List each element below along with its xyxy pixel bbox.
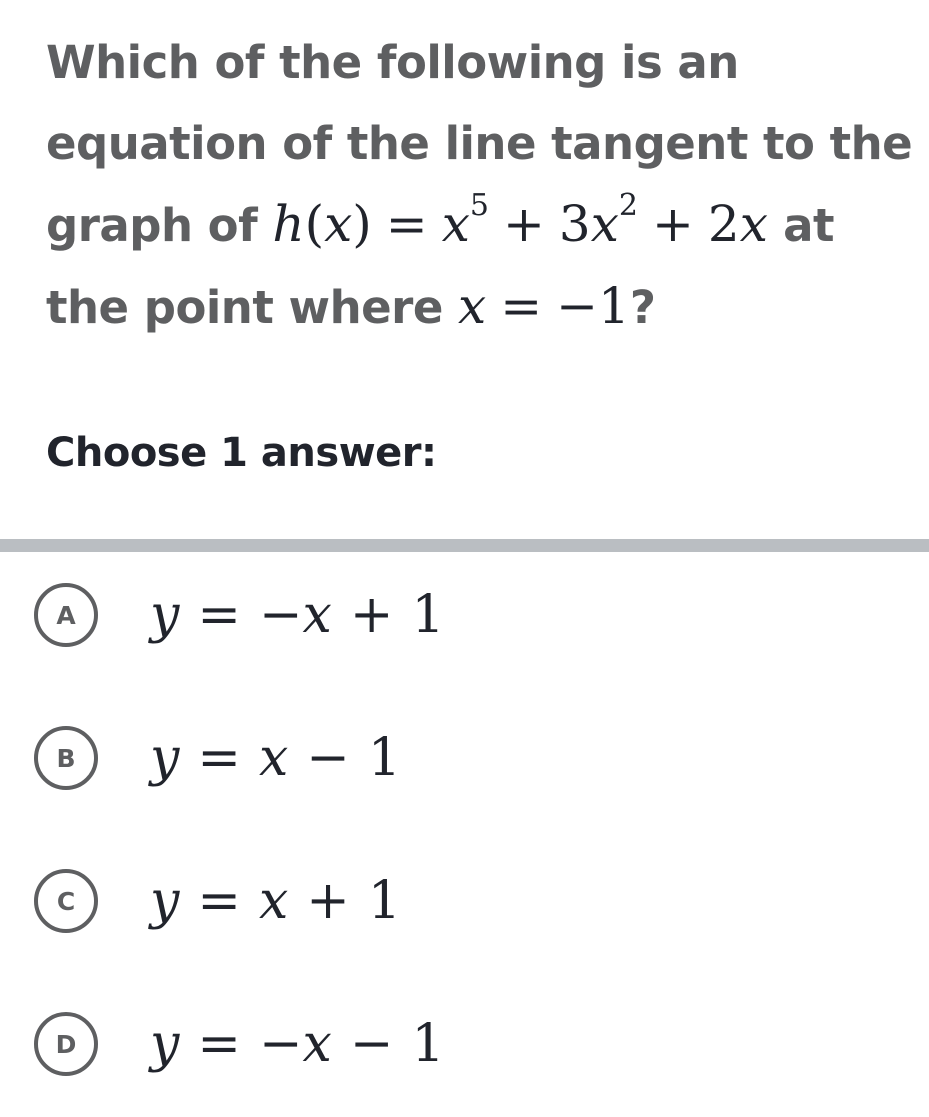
choice-c-equation[interactable]: y = x + 1 bbox=[150, 871, 401, 931]
choice-d-equation[interactable]: y = −x − 1 bbox=[150, 1014, 445, 1074]
choose-prompt: Choose 1 answer: bbox=[46, 430, 437, 476]
question-line-2: equation of the line tangent to the bbox=[46, 117, 913, 170]
choice-a-letter-circle[interactable]: A bbox=[34, 583, 98, 647]
choice-b-equation[interactable]: y = x − 1 bbox=[150, 728, 401, 788]
choice-b[interactable] bbox=[34, 708, 894, 808]
question-line-3-prefix: graph of bbox=[46, 199, 258, 252]
choice-a-equation[interactable]: y = −x + 1 bbox=[150, 585, 445, 645]
question-line-3 bbox=[46, 184, 916, 266]
question-line-1: Which of the following is an bbox=[46, 36, 739, 89]
choice-d-letter-circle[interactable]: D bbox=[34, 1012, 98, 1076]
question-text bbox=[46, 22, 916, 348]
choice-b-letter-circle[interactable]: B bbox=[34, 726, 98, 790]
choice-c-letter-circle[interactable]: C bbox=[34, 869, 98, 933]
point-expression: x = −1 bbox=[458, 277, 630, 335]
choice-c[interactable] bbox=[34, 851, 894, 951]
question-line-4-prefix: the point where bbox=[46, 281, 443, 334]
choice-a[interactable] bbox=[34, 565, 894, 665]
choice-d[interactable] bbox=[34, 994, 894, 1094]
divider bbox=[0, 539, 929, 552]
question-line-3-suffix: at bbox=[783, 199, 834, 252]
question-line-4 bbox=[46, 266, 916, 348]
question-line-4-suffix: ? bbox=[629, 281, 656, 334]
function-expression: $h(x) = x^5 + 3x^2 + 2x$ bbox=[272, 188, 768, 253]
